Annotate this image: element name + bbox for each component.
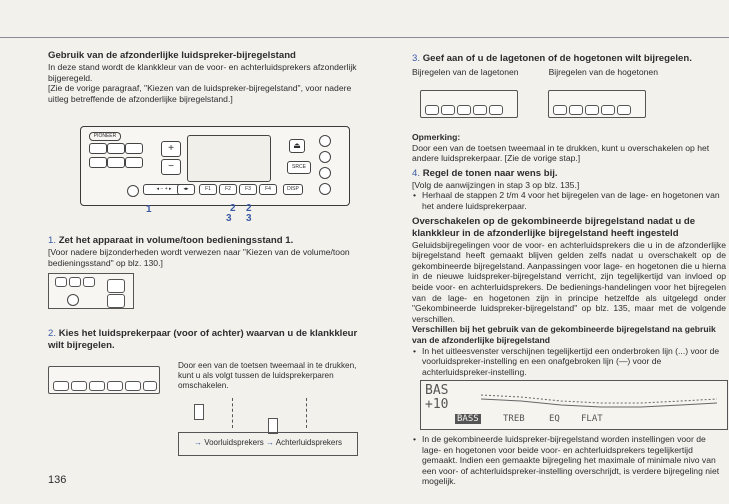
power-knob-icon [319, 135, 331, 147]
arrow-icon: → [193, 438, 202, 447]
seek-button-icon: ◂▸ [177, 184, 195, 195]
right-column [412, 53, 726, 78]
step-1-number: 1. [48, 235, 57, 246]
mini-key [55, 277, 67, 287]
mini-f4 [617, 105, 631, 115]
f1-button: F1 [199, 184, 217, 195]
mini-f1 [569, 105, 583, 115]
step-2-explanation: Door een van de toetsen tweemaal in te drukken, kunt u als volgt tussen de luidsprekerparen omschakelen. [178, 361, 357, 390]
remark-text: Door een van de toetsen tweemaal in te drukken, kunt u overschakelen op het andere luidsprekerpaar. [Zie de vorige stap.] [412, 142, 710, 164]
callout-2a: 2 [230, 203, 236, 214]
lcd-tab-bass: BASS [457, 414, 479, 424]
lcd-value: +10 [425, 397, 449, 412]
mini-f2 [585, 105, 599, 115]
mini-seek-icon [425, 105, 439, 115]
mini-f2 [89, 381, 105, 391]
step-1-title: Zet het apparaat in volume/toon bedieningsstand 1. [58, 235, 294, 246]
section-text: Geluidsbijregelingen voor de voor- en achterluidsprekers die u in de afzonderlijke bijregelstand heeft gemaakt blijven gelden zelfs nadat u overschakelt op de gekombineerde bijregelstand. Aanpassingen voor lage- en hogetonen die u hierna in de nieuwe luidspreker-bijregelstand verricht, zijn tegelijkertijd van invloed op beide voor- en achterluidsprekers. De bedienings-handelingen voor het bijregelen van de lage- en hogetonen zijn in principe hetzelfde als uitgelegd onder "Gekombineerde luidspreker-bijregelstand" op blz. 135, maar met de volgende verschillen. [412, 239, 726, 324]
source-button: SRCE [287, 161, 311, 174]
intro-text: In deze stand wordt de klankkleur van de voor- en achterluidsprekers afzonderlijk bijgeregeld. [48, 62, 357, 83]
volume-rocker: ◂ − + ▸ [143, 184, 185, 195]
plus-button-icon: + [161, 141, 181, 157]
step-2 [48, 328, 370, 352]
step-4-reference: [Volg de aanwijzingen in stap 3 op blz. 135.] [412, 179, 580, 190]
mini-key [69, 277, 81, 287]
mini-f4 [489, 105, 503, 115]
treble-buttons-illustration [548, 90, 646, 118]
preset-key-2 [107, 143, 125, 154]
mini-seek-icon [553, 105, 567, 115]
audio-knob-icon [127, 185, 139, 197]
preset-key-1 [89, 143, 107, 154]
mini-disp [143, 381, 157, 391]
treble-label: Bijregelen van de hogetonen [548, 67, 658, 77]
step-2-text [178, 361, 358, 391]
bass-label: Bijregelen van de lagetonen [412, 67, 519, 77]
preset-key-5 [107, 157, 125, 168]
preset-key-6 [125, 157, 143, 168]
f2-button: F2 [219, 184, 237, 195]
difference-bullet-2: • In de gekombineerde luidspreker-bijregelstand worden instellingen voor de lage- en hogetonen voor beide voor- en achterluidsprekers tegelijkertijd gemaakt. Indien een gemaakte bijregeling het maximale of minimale nivo van een voor- of achterluidspreker-instelling overschrijdt, is verdere bijregeling niet mogelijk. [412, 434, 726, 487]
mini-key [83, 277, 95, 287]
right-body [412, 132, 726, 377]
divider-line [306, 398, 308, 428]
callout-3a: 3 [226, 213, 232, 224]
page-number: 136 [48, 474, 67, 486]
rear-curve [481, 399, 717, 407]
divider-line [232, 398, 234, 428]
callout-2b: 2 [246, 203, 252, 214]
function-button-row-illustration [48, 366, 160, 394]
step-1-note: [Voor nadere bijzonderheden wordt verwezen naar "Kiezen van de volume/toon bedieningsstand" op blz. 130.] [48, 247, 350, 268]
step-3-title: Geef aan of u de lagetonen of de hogetonen wilt bijregelen. [422, 53, 692, 64]
callout-1: 1 [146, 204, 152, 215]
brand-logo: PIONEER [89, 132, 121, 141]
mini-f3 [107, 381, 123, 391]
bass-buttons-illustration [420, 90, 518, 118]
step-4-bullet: • Herhaal de stappen 2 t/m 4 voor het bijregelen van de lage- en hogetonen van het andere luidsprekerpaar. [412, 190, 726, 211]
speaker-cycle-diagram [178, 432, 358, 456]
step-4-number: 4. [412, 167, 421, 179]
lcd-tab-flat: FLAT [581, 414, 603, 424]
differences-title: Verschillen bij het gebruik van de gekombineerde bijregelstand na gebruik van de afzonderlijke bijregelstand [412, 324, 716, 345]
open-icon: ⏏ [289, 139, 305, 153]
knob-icon [319, 151, 331, 163]
rear-speakers-label: Achterluidsprekers [275, 438, 343, 447]
preset-key-4 [89, 157, 107, 168]
preset-key-3 [125, 143, 143, 154]
head-unit-illustration [80, 126, 350, 206]
intro-reference: [Zie de vorige paragraaf, "Kiezen van de luidspreker-bijregelstand", voor nadere uitleg betreffende de afzonderlijke bijregelstand.] [48, 83, 352, 104]
front-speaker-icon [194, 404, 204, 420]
lcd-tab-treble: TREB [503, 414, 525, 424]
f3-button: F3 [239, 184, 257, 195]
step-2-number: 2. [48, 328, 57, 339]
step-4-title: Regel de tonen naar wens bij. [422, 167, 558, 179]
mini-plus-icon [107, 279, 125, 293]
mini-f3 [473, 105, 487, 115]
step-3-number: 3. [412, 53, 421, 64]
step-1 [48, 235, 370, 268]
minus-button-icon: − [161, 159, 181, 175]
lcd-tab-eq: EQ [549, 414, 560, 424]
mini-f1 [71, 381, 87, 391]
knob-icon [319, 167, 331, 179]
section-heading: Gebruik van de afzonderlijke luidspreker-bijregelstand [48, 50, 296, 61]
mini-knob-icon [67, 294, 79, 306]
arrow-icon: → [266, 438, 275, 447]
front-speakers-label: Voorluidsprekers [204, 438, 264, 447]
page-rule [0, 37, 729, 38]
f4-button: F4 [259, 184, 277, 195]
callout-3b: 3 [246, 213, 252, 224]
remark-title: Opmerking: [412, 132, 461, 142]
mini-seek-icon [53, 381, 69, 391]
mini-minus-icon [107, 294, 125, 308]
mini-f3 [601, 105, 615, 115]
mini-f1 [441, 105, 455, 115]
difference-bullet-1: • In het uitleesvenster verschijnen tegelijkertijd een onderbroken lijn (...) voor de voorluidspreker-instelling en een onafgebroken lijn (—) voor de achterluidspreker-instelling. [412, 346, 726, 378]
volume-control-detail-illustration [48, 273, 134, 309]
left-column [48, 50, 370, 104]
front-curve [481, 395, 717, 403]
section-title: Overschakelen op de gekombineerde bijregelstand nadat u de klankkleur in de afzonderlijke bijregelstand heeft ingesteld [412, 215, 696, 239]
lcd-display-illustration [420, 380, 728, 430]
lcd-main-text: BAS [425, 383, 449, 398]
mini-f4 [125, 381, 141, 391]
knob-icon [319, 183, 331, 195]
tone-curve-graph [481, 385, 717, 411]
mini-f2 [457, 105, 471, 115]
step-2-title: Kies het luidsprekerpaar (voor of achter) waarvan u de klankkleur wilt bijregelen. [48, 328, 358, 351]
display-button: DISP [283, 184, 303, 195]
difference-bullet-2-block [412, 434, 726, 487]
display-window [187, 135, 271, 182]
